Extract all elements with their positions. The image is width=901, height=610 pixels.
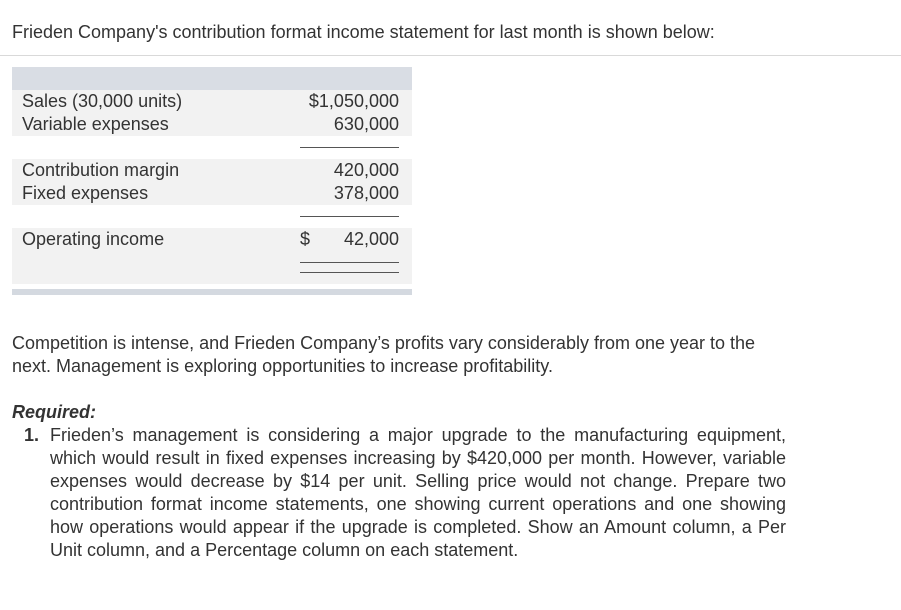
double-rule-bottom — [300, 272, 399, 273]
row-amount: 420,000 — [333, 160, 399, 180]
divider — [0, 55, 901, 56]
table-row-contribution-margin — [12, 159, 412, 182]
row-currency: $ — [300, 229, 311, 249]
row-amount: 630,000 — [333, 114, 399, 134]
double-rule-top — [300, 262, 399, 263]
subtotal-rule — [300, 147, 399, 148]
required-heading: Required: — [12, 402, 97, 422]
subtotal-rule — [300, 216, 399, 217]
spacer — [12, 205, 412, 228]
row-label: Sales (30,000 units) — [22, 91, 183, 111]
income-statement-table — [12, 67, 412, 295]
spacer — [12, 136, 412, 159]
table-row-operating-income — [12, 228, 412, 251]
context-paragraph: Competition is intense, and Frieden Company’s profits vary considerably from one year to the next. Management is exploring opportunities to increase profitability. — [12, 333, 756, 376]
item-text: Frieden’s management is considering a major upgrade to the manufacturing equipment, which would result in fixed expenses increasing by $420,000 per month. However, variable expenses would decrease by $14 per unit. Selling price would not change. Prepare two contribution format income statements, one showing current operations and one showing how operations would appear if the upgrade is completed. Show an Amount column, a Per Unit column, and a Percentage column on each statement. — [50, 425, 786, 560]
row-label: Fixed expenses — [22, 183, 149, 203]
item-number: 1. — [24, 425, 40, 445]
row-label: Contribution margin — [22, 160, 180, 180]
row-label: Variable expenses — [22, 114, 169, 134]
table-row-variable-expenses — [12, 113, 412, 136]
row-amount: $1,050,000 — [308, 91, 399, 111]
table-row-fixed-expenses — [12, 182, 412, 205]
table-footer-bar — [12, 289, 412, 295]
intro-text: Frieden Company's contribution format income statement for last month is shown below: — [12, 22, 715, 42]
row-amount: 42,000 — [343, 229, 399, 249]
table-row-total-underline — [12, 251, 412, 284]
table-row-sales — [12, 90, 412, 113]
row-label: Operating income — [22, 229, 165, 249]
table-header-bar — [12, 67, 412, 90]
row-amount: 378,000 — [333, 183, 399, 203]
